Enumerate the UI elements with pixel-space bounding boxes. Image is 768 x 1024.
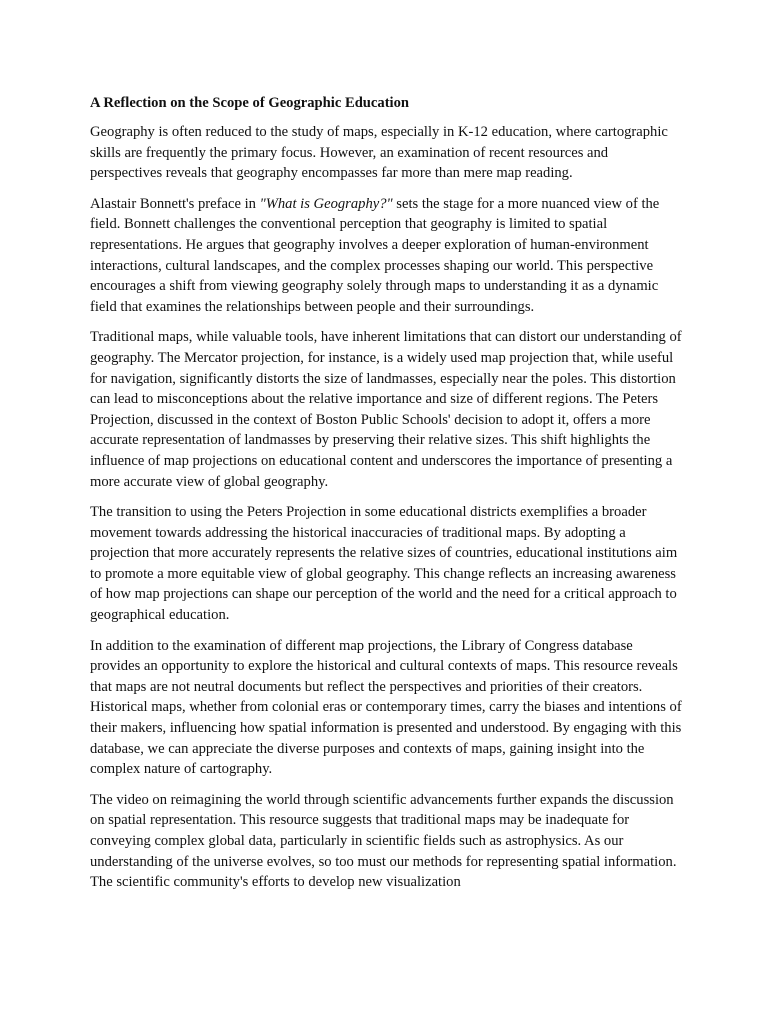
document-title: A Reflection on the Scope of Geographic Education: [90, 95, 410, 111]
paragraph-6: The video on reimagining the world through scientific advancements further expands the discussion on spatial representation. This resource suggests that traditional maps may be inadequate for conveying complex global data, particularly in scientific fields such as astrophysics. As our understanding of the universe evolves, so too must our methods for representing spatial information. The scientific community's efforts to develop new visualization: [90, 791, 677, 891]
book-title-emphasis: "What is Geography?": [259, 195, 393, 212]
paragraph-2-lead: Alastair Bonnett's preface in: [90, 195, 260, 212]
paragraph-5: In addition to the examination of different map projections, the Library of Congress database provides an opportunity to explore the historical and cultural contexts of maps. This resource reveals that maps are not neutral documents but reflect the perspectives and priorities of their creators. Historical maps, whether from colonial eras or contemporary times, carry the biases and intentions of their makers, influencing how spatial information is presented and understood. By engaging with this database, we can appreciate the diverse purposes and contexts of maps, gaining insight into the complex nature of cartography.: [90, 637, 682, 778]
paragraph-3: Traditional maps, while valuable tools, have inherent limitations that can distort our understanding of geography. The Mercator projection, for instance, is a widely used map projection that, while useful for navigation, significantly distorts the size of landmasses, especially near the poles. This distortion can lead to misconceptions about the relative importance and size of different regions. The Peters Projection, discussed in the context of Boston Public Schools' decision to adopt it, offers a more accurate representation of landmasses by preserving their relative sizes. This shift highlights the influence of map projections on educational content and underscores the importance of presenting a more accurate view of global geography.: [90, 329, 682, 490]
paragraph-4: The transition to using the Peters Projection in some educational districts exemplifies a broader movement towards addressing the historical inaccuracies of traditional maps. By adopting a projection that more accurately represents the relative sizes of countries, educational institutions aim to promote a more equitable view of global geography. This change reflects an increasing awareness of how map projections can shape our perception of the world and the need for a critical approach to geographical education.: [90, 504, 678, 624]
paragraph-2: [90, 194, 682, 318]
paragraph-2-rest: sets the stage for a more nuanced view of the field. Bonnett challenges the conventional perception that geography is limited to spatial representations. He argues that geography involves a deeper exploration of human-environment interactions, cultural landscapes, and the complex processes shaping our world. This perspective encourages a shift from viewing geography solely through maps to understanding it as a dynamic field that examines the relationships between people and their surroundings.: [90, 195, 660, 315]
document-page: [90, 93, 682, 903]
paragraph-1: Geography is often reduced to the study of maps, especially in K-12 education, where cartographic skills are frequently the primary focus. However, an examination of recent resources and perspectives reveals that geography encompasses far more than mere map reading.: [90, 124, 668, 182]
